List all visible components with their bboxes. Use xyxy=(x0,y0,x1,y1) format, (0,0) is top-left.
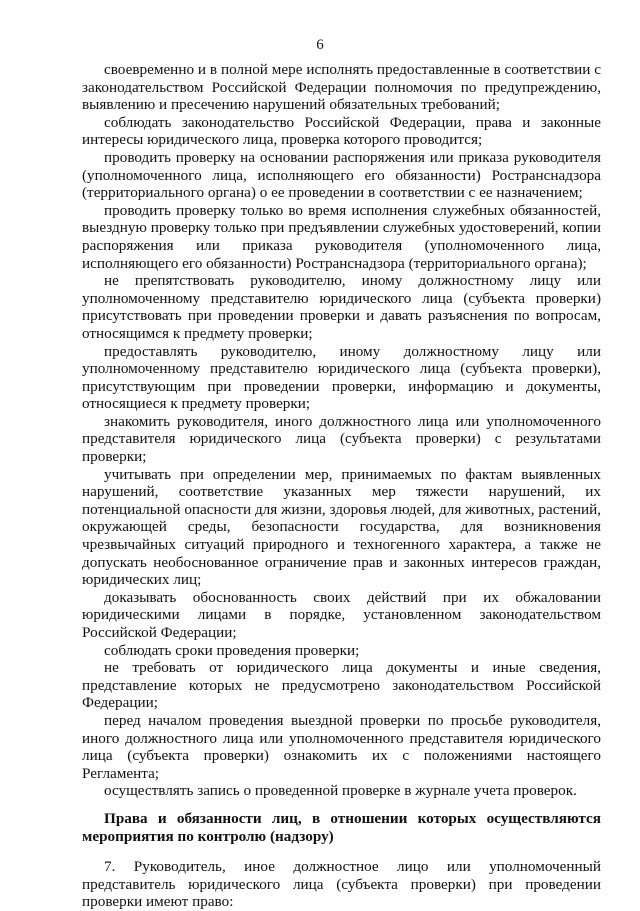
section-heading: Права и обязанности лиц, в отношении которых осуществляются мероприятия по контролю (надзору) xyxy=(82,809,601,845)
paragraph-obligation-11: не требовать от юридического лица документы и иные сведения, представление которых не предусмотрено законодательством Российской Федерации; xyxy=(82,659,601,712)
document-body xyxy=(82,61,601,911)
paragraph-obligation-10: соблюдать сроки проведения проверки; xyxy=(104,641,360,659)
paragraph-obligation-1: своевременно и в полной мере исполнять предоставленные в соответствии с законодательством Российской Федерации полномочия по предупреждению, выявлению и пресечению нарушений обязательных требований; xyxy=(82,61,601,114)
paragraph-obligation-6: предоставлять руководителю, иному должностному лицу или уполномоченному представителю юридического лица (субъекта проверки), присутствующим при проведении проверки, информацию и документы, относящиеся к предмету проверки; xyxy=(82,342,601,413)
paragraph-obligation-8: учитывать при определении мер, принимаемых по фактам выявленных нарушений, соответствие указанных мер тяжести нарушений, их потенциальной опасности для жизни, здоровья людей, для животных, растений, окружающей среды, безопасности государства, для возникновения чрезвычайных ситуаций природного и техногенного характера, а также не допускать необоснованное ограничение прав и законных интересов граждан, юридических лиц; xyxy=(82,465,601,589)
paragraph-obligation-9: доказывать обоснованность своих действий при их обжаловании юридическими лицами в порядке, установленном законодательством Российской Федерации; xyxy=(82,588,601,641)
clause-7: 7. Руководитель, иное должностное лицо или уполномоченный представитель юридического лица (субъекта проверки) при проведении проверки имеют право: xyxy=(82,858,601,911)
paragraph-obligation-2: соблюдать законодательство Российской Федерации, права и законные интересы юридического лица, проверка которого проводится; xyxy=(82,113,601,149)
paragraph-obligation-5: не препятствовать руководителю, иному должностному лицу или уполномоченному представителю юридического лица (субъекта проверки) присутствовать при проведении проверки и давать разъяснения по вопросам, относящимся к предмету проверки; xyxy=(82,272,601,342)
paragraph-obligation-3: проводить проверку на основании распоряжения или приказа руководителя (уполномоченного лица, исполняющего его обязанности) Ространснадзора (территориального органа) о ее проведении в соответствии с ее назначением; xyxy=(82,148,601,202)
paragraph-obligation-4: проводить проверку только во время исполнения служебных обязанностей, выездную проверку только при предъявлении служебных удостоверений, копии распоряжения или приказа руководителя (уполномоченного лица, исполняющего его обязанности) Ространснадзора (территориального органа); xyxy=(82,201,601,272)
page-number: 6 xyxy=(316,37,324,53)
paragraph-obligation-12: перед началом проведения выездной проверки по просьбе руководителя, иного должностного лица или уполномоченного представителя юридического лица (субъекта проверки) ознакомить их с положениями настоящего Регламента; xyxy=(82,711,601,782)
paragraph-obligation-13: осуществлять запись о проведенной проверке в журнале учета проверок. xyxy=(104,782,577,800)
paragraph-obligation-7: знакомить руководителя, иного должностного лица или уполномоченного представителя юридического лица (субъекта проверки) с результатами проверки; xyxy=(82,412,601,466)
